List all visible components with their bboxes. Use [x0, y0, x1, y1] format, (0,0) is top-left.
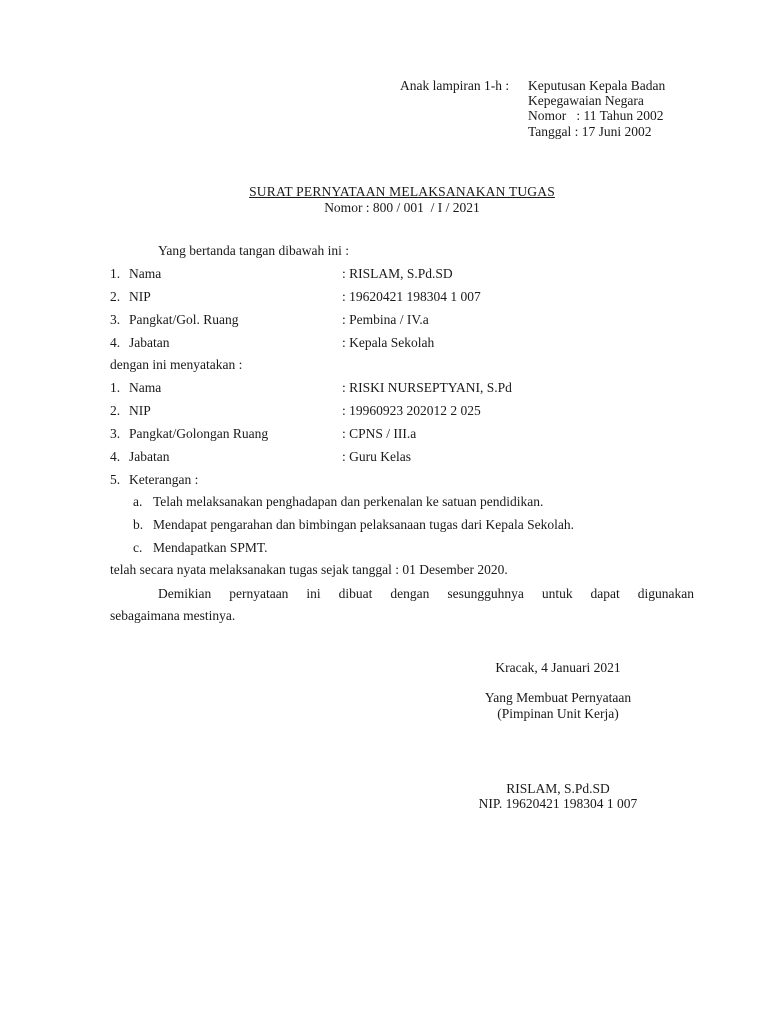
- row-number: 3.: [110, 426, 121, 441]
- annex-line-3: Nomor : 11 Tahun 2002: [528, 108, 664, 123]
- declare-text: dengan ini menyatakan :: [110, 357, 243, 372]
- row-label: NIP: [129, 403, 151, 418]
- row-value: : Pembina / IV.a: [342, 312, 429, 327]
- note-letter: a.: [133, 494, 143, 509]
- since-text: telah secara nyata melaksanakan tugas sejak tanggal : 01 Desember 2020.: [110, 562, 508, 577]
- row-label: Jabatan: [129, 449, 170, 464]
- signatory-name: RISLAM, S.Pd.SD: [506, 781, 610, 796]
- note-text: Mendapatkan SPMT.: [153, 540, 268, 555]
- row-number: 2.: [110, 403, 121, 418]
- row-label: Jabatan: [129, 335, 170, 350]
- row-value: : Kepala Sekolah: [342, 335, 435, 350]
- maker-role: (Pimpinan Unit Kerja): [497, 706, 619, 721]
- note-text: Telah melaksanakan penghadapan dan perkenalan ke satuan pendidikan.: [153, 494, 544, 509]
- row-number: 4.: [110, 335, 121, 350]
- row-label: Pangkat/Gol. Ruang: [129, 312, 239, 327]
- row-number: 1.: [110, 380, 121, 395]
- row-label: Pangkat/Golongan Ruang: [129, 426, 269, 441]
- row-number: 1.: [110, 266, 121, 281]
- row-label: Nama: [129, 380, 162, 395]
- row-value: : RISLAM, S.Pd.SD: [342, 266, 453, 281]
- row-value: : Guru Kelas: [342, 449, 411, 464]
- row-number: 3.: [110, 312, 121, 327]
- annex-line-1: Keputusan Kepala Badan: [528, 78, 666, 93]
- note-text: Mendapat pengarahan dan bimbingan pelaksanaan tugas dari Kepala Sekolah.: [153, 517, 574, 532]
- row-value: : 19960923 202012 2 025: [342, 403, 481, 418]
- closing-line-1: Demikian pernyataan ini dibuat dengan sesungguhnya untuk dapat digunakan: [158, 586, 694, 601]
- document-number: Nomor : 800 / 001 / I / 2021: [324, 200, 480, 215]
- closing-line-2: sebagaimana mestinya.: [110, 608, 236, 623]
- row-label: Nama: [129, 266, 162, 281]
- note-letter: b.: [133, 517, 144, 532]
- row-label: NIP: [129, 289, 151, 304]
- row-value: : 19620421 198304 1 007: [342, 289, 481, 304]
- note-letter: c.: [133, 540, 143, 555]
- row-value: : RISKI NURSEPTYANI, S.Pd: [342, 380, 512, 395]
- place-date: Kracak, 4 Januari 2021: [495, 660, 621, 675]
- row-label: Keterangan :: [129, 472, 199, 487]
- annex-label: Anak lampiran 1-h :: [400, 78, 510, 93]
- row-value: : CPNS / III.a: [342, 426, 417, 441]
- row-number: 4.: [110, 449, 121, 464]
- intro-text: Yang bertanda tangan dibawah ini :: [158, 243, 349, 258]
- annex-line-2: Kepegawaian Negara: [528, 93, 644, 108]
- row-number: 2.: [110, 289, 121, 304]
- row-number: 5.: [110, 472, 121, 487]
- maker-title: Yang Membuat Pernyataan: [484, 690, 632, 705]
- signatory-nip: NIP. 19620421 198304 1 007: [478, 796, 638, 811]
- annex-line-4: Tanggal : 17 Juni 2002: [528, 124, 652, 139]
- document-title: SURAT PERNYATAAN MELAKSANAKAN TUGAS: [249, 184, 555, 199]
